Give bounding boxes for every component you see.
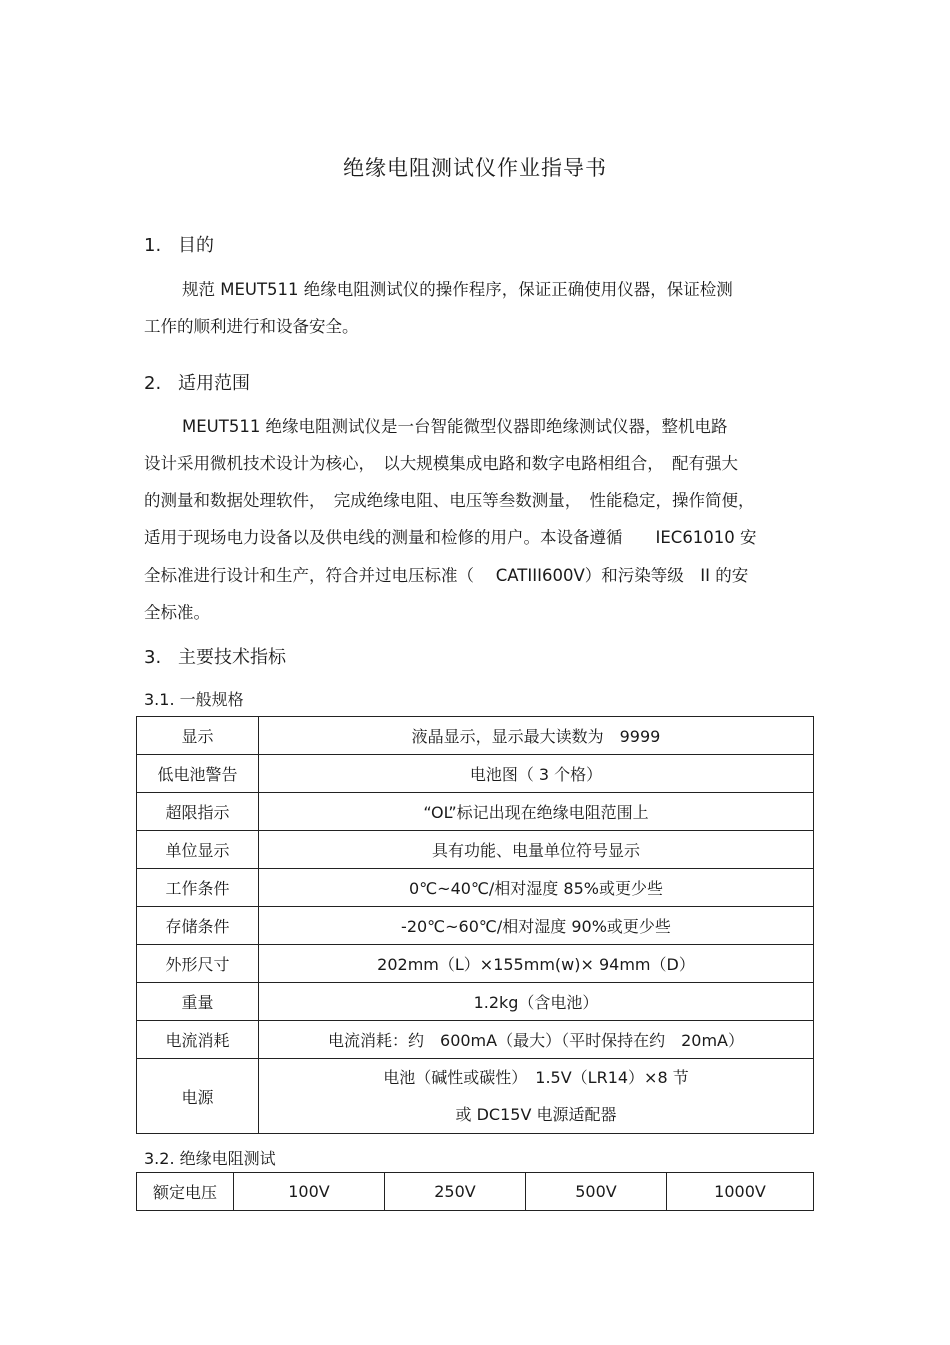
spec-value: 液晶显示，显示最大读数为 9999	[259, 717, 814, 755]
table-row	[137, 831, 814, 869]
subsection-heading-general: 3.1. 一般规格	[144, 690, 244, 709]
table-row	[137, 945, 814, 983]
table-row	[137, 755, 814, 793]
spec-key: 工作条件	[137, 869, 259, 907]
spec-value: 电池图（ 3 个格）	[259, 755, 814, 793]
spec-key: 存储条件	[137, 907, 259, 945]
spec-key: 重量	[137, 983, 259, 1021]
section-number: 2.	[144, 373, 162, 394]
spec-key: 外形尺寸	[137, 945, 259, 983]
section-title: 适用范围	[178, 373, 250, 394]
table-row	[137, 717, 814, 755]
section-number: 1.	[144, 235, 162, 256]
rated-voltage-label: 额定电压	[137, 1173, 234, 1211]
insulation-test-table	[136, 1172, 814, 1211]
spec-key: 电源	[137, 1059, 259, 1134]
paragraph-line: 设计采用微机技术设计为核心， 以大规模集成电路和数字电路相组合， 配有强大	[144, 454, 738, 473]
section-heading-specs	[144, 643, 286, 669]
section-title: 主要技术指标	[178, 647, 286, 668]
table-row	[137, 907, 814, 945]
voltage-cell: 100V	[234, 1173, 385, 1211]
spec-value: 电流消耗：约 600mA（最大）（平时保持在约 20mA）	[259, 1021, 814, 1059]
paragraph-line: 工作的顺利进行和设备安全。	[144, 317, 359, 336]
section-number: 3.	[144, 647, 162, 668]
paragraph-line: 适用于现场电力设备以及供电线的测量和检修的用户。本设备遵循 IEC61010 安	[144, 528, 757, 547]
paragraph-line: 规范 MEUT511 绝缘电阻测试仪的操作程序，保证正确使用仪器，保证检测	[182, 280, 733, 299]
spec-value: 0℃~40℃/相对湿度 85%或更少些	[259, 869, 814, 907]
table-row	[137, 1021, 814, 1059]
spec-value: -20℃~60℃/相对湿度 90%或更少些	[259, 907, 814, 945]
table-row	[137, 793, 814, 831]
table-row	[137, 1173, 814, 1211]
power-line-adapter: 或 DC15V 电源适配器	[455, 1105, 617, 1124]
paragraph-line: 全标准。	[144, 603, 210, 622]
spec-key: 单位显示	[137, 831, 259, 869]
table-row	[137, 869, 814, 907]
spec-key: 显示	[137, 717, 259, 755]
section-heading-scope	[144, 369, 250, 395]
subsection-heading-insulation: 3.2. 绝缘电阻测试	[144, 1149, 276, 1168]
voltage-cell: 500V	[526, 1173, 667, 1211]
spec-value: “OL”标记出现在绝缘电阻范围上	[259, 793, 814, 831]
voltage-cell: 1000V	[667, 1173, 814, 1211]
spec-value: 202mm（L）×155mm(w)× 94mm（D）	[259, 945, 814, 983]
spec-key: 超限指示	[137, 793, 259, 831]
document-title: 绝缘电阻测试仪作业指导书	[343, 156, 607, 180]
power-line-battery: 电池（碱性或碳性） 1.5V（LR14）×8 节	[383, 1068, 689, 1087]
spec-key: 电流消耗	[137, 1021, 259, 1059]
spec-value: 具有功能、电量单位符号显示	[259, 831, 814, 869]
paragraph-line: 全标准进行设计和生产，符合并过电压标准（ CATIII600V）和污染等级 II 的安	[144, 566, 749, 585]
spec-value-power	[259, 1059, 814, 1134]
section-heading-purpose	[144, 231, 214, 257]
spec-value: 1.2kg（含电池）	[259, 983, 814, 1021]
section-title: 目的	[178, 235, 214, 256]
spec-key: 低电池警告	[137, 755, 259, 793]
table-row	[137, 983, 814, 1021]
general-spec-table	[136, 716, 814, 1134]
paragraph-line: 的测量和数据处理软件， 完成绝缘电阻、电压等叁数测量， 性能稳定，操作简便，	[144, 491, 755, 510]
table-row-power	[137, 1059, 814, 1134]
paragraph-line: MEUT511 绝缘电阻测试仪是一台智能微型仪器即绝缘测试仪器，整机电路	[182, 417, 728, 436]
voltage-cell: 250V	[385, 1173, 526, 1211]
